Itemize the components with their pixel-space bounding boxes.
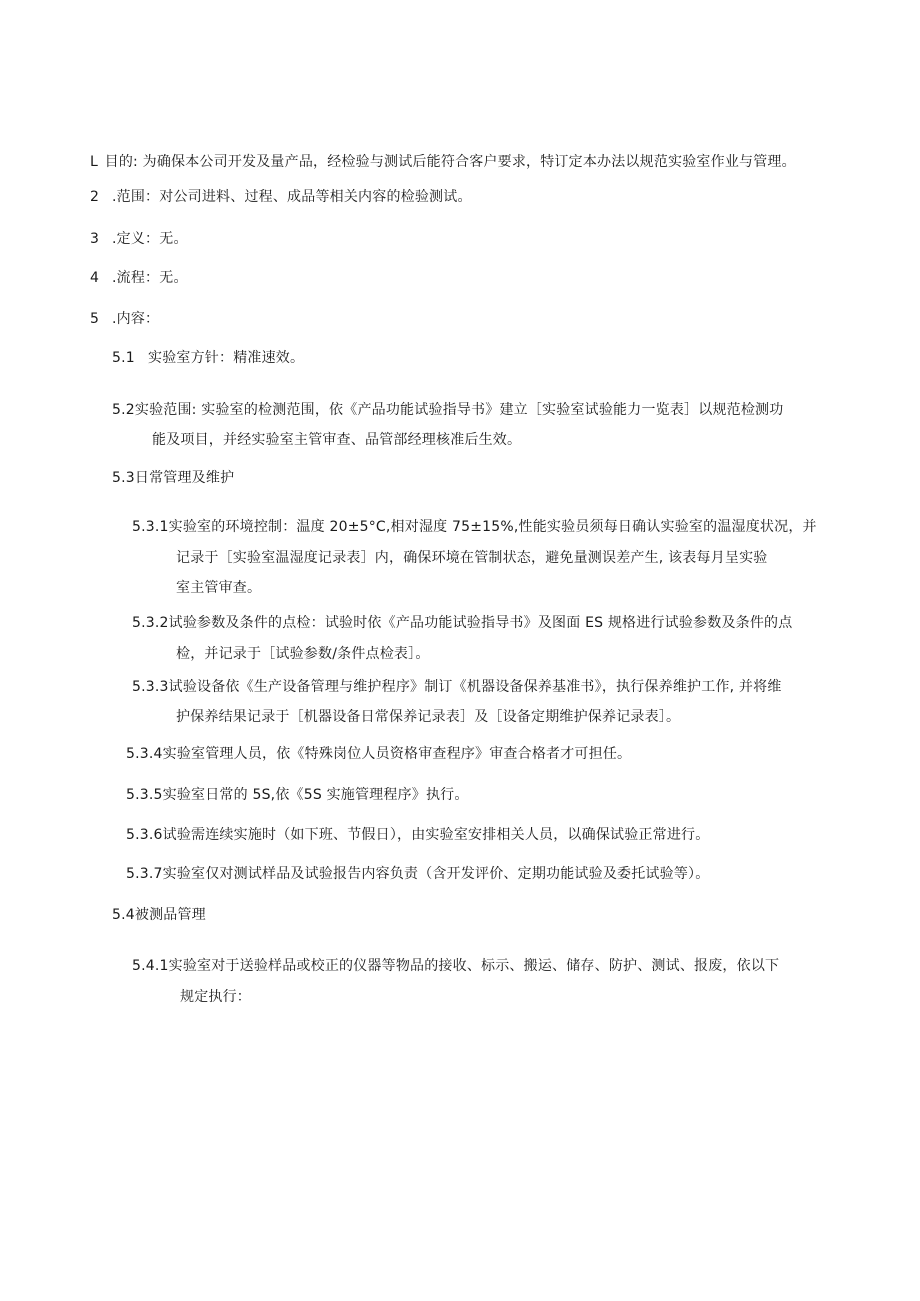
section-5-3-6	[126, 825, 709, 845]
section-text: 目的: 为确保本公司开发及量产品，经检验与测试后能符合客户要求，特订定本办法以规范实验室作业与管理。	[104, 154, 796, 170]
section-text-line-2: 护保养结果记录于［机器设备日常保养记录表］及［设备定期维护保养记录表］。	[176, 709, 681, 725]
section-2-scope	[90, 187, 472, 207]
section-text: .内容：	[112, 311, 160, 327]
section-5-content	[90, 309, 159, 329]
section-5-2-continued	[152, 430, 521, 450]
section-number: 5.4.1	[132, 958, 169, 974]
section-text: 被测品管理	[134, 907, 206, 923]
section-text-line-1: 实验室的环境控制：温度 20±5°C,相对湿度 75±15%,性能实验员须每日确认实验室的温湿度状况，并	[168, 519, 817, 535]
section-text-line-2: 检，并记录于［试验参数/条件点检表］。	[176, 646, 430, 662]
section-number: 2	[90, 189, 100, 205]
section-text: .流程：无。	[112, 270, 188, 286]
section-text-line-1: 试验设备依《生产设备管理与维护程序》制订《机器设备保养基准书》，执行保养维护工作, 并将维	[168, 679, 782, 695]
section-5-3-4	[126, 744, 631, 764]
section-1-purpose	[90, 152, 796, 172]
section-5-3-1-continued	[176, 548, 768, 568]
section-5-3-1-continued-2	[176, 578, 261, 598]
section-text-line-1: 实验室对于送验样品或校正的仪器等物品的接收、标示、搬运、储存、防护、测试、报废，依以下	[168, 958, 780, 974]
section-number: 5.2	[112, 402, 135, 418]
section-number: L	[90, 154, 98, 170]
section-text-line-2: 能及项目，并经实验室主管审查、品管部经理核准后生效。	[152, 432, 522, 448]
section-number: 5.3.3	[132, 679, 169, 695]
section-number: 5.3.2	[132, 615, 169, 631]
section-text-line-1: 试验参数及条件的点检：试验时依《产品功能试验指导书》及图面 ES 规格进行试验参数及条件的点	[168, 615, 793, 631]
section-text: 实验室管理人员，依《特殊岗位人员资格审查程序》审查合格者才可担任。	[162, 746, 632, 762]
section-number: 5.1	[112, 350, 135, 366]
section-5-3-2-continued	[176, 644, 430, 664]
section-text-line-2: 规定执行：	[180, 989, 251, 1005]
section-number: 4	[90, 270, 100, 286]
section-text: 试验需连续实施时（如下班、节假日），由实验室安排相关人员，以确保试验正常进行。	[162, 827, 710, 843]
section-text-line-1: 实验范围: 实验室的检测范围，依《产品功能试验指导书》建立［实验室试验能力一览表］以规范检测功	[134, 402, 784, 418]
section-text: .定义：无。	[112, 231, 188, 247]
section-number: 5.4	[112, 907, 135, 923]
section-5-4-1	[132, 956, 779, 976]
section-number: 5.3.1	[132, 519, 169, 535]
section-5-3-5	[126, 785, 469, 805]
section-text: 实验室仅对测试样品及试验报告内容负责（含开发评价、定期功能试验及委托试验等）。	[162, 866, 710, 882]
section-5-3-7	[126, 864, 709, 884]
section-text-line-2: 记录于［实验室温湿度记录表］内，确保环境在管制状态，避免量测误差产生, 该表每月呈实验	[176, 550, 768, 566]
section-text: .范围：对公司进料、过程、成品等相关内容的检验测试。	[112, 189, 472, 205]
section-text: 日常管理及维护	[134, 470, 235, 486]
section-number: 3	[90, 231, 100, 247]
section-5-3-3-continued	[176, 707, 680, 727]
section-5-2	[112, 400, 783, 420]
section-text: 实验室日常的 5S,依《5S 实施管理程序》执行。	[162, 787, 469, 803]
section-5-3-3	[132, 677, 782, 697]
section-number: 5	[90, 311, 100, 327]
section-number: 5.3.5	[126, 787, 163, 803]
section-5-3	[112, 468, 234, 488]
section-number: 5.3.7	[126, 866, 163, 882]
section-5-3-2	[132, 613, 792, 633]
section-3-definition	[90, 229, 188, 249]
section-5-1	[112, 348, 304, 368]
section-text: 实验室方针：精准速效。	[148, 350, 305, 366]
section-5-3-1	[132, 517, 817, 537]
section-number: 5.3.4	[126, 746, 163, 762]
section-4-process	[90, 268, 188, 288]
section-text-line-3: 室主管审查。	[176, 580, 262, 596]
section-5-4	[112, 905, 206, 925]
section-number: 5.3.6	[126, 827, 163, 843]
section-5-4-1-continued	[180, 987, 251, 1007]
section-number: 5.3	[112, 470, 135, 486]
